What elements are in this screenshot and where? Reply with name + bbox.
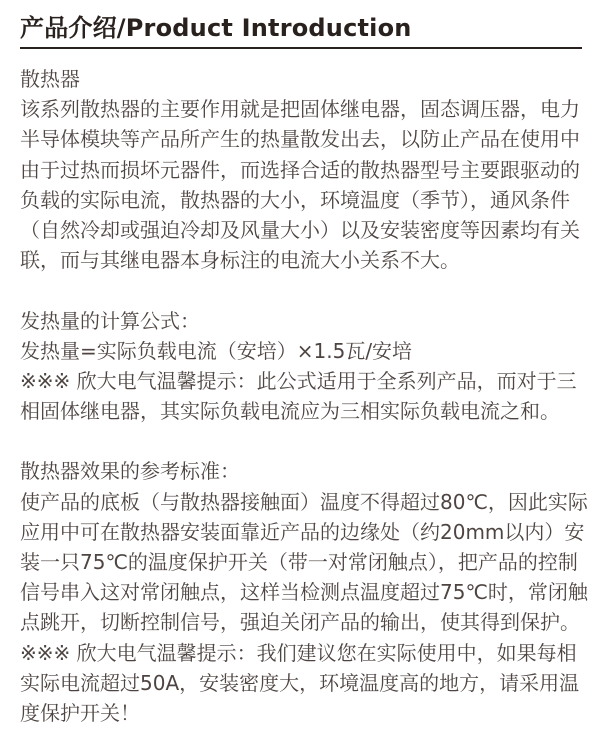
text-line: 联，而与其继电器本身标注的电流大小关系不大。 <box>20 248 460 273</box>
text-line: 相固体继电器，其实际负载电流应为三相实际负载电流之和。 <box>20 399 560 424</box>
paragraph-spacer <box>20 426 582 456</box>
text-line: 点跳开，切断控制信号，强迫关闭产品的输出，使其得到保护。 <box>20 610 580 635</box>
text-line: 应用中可在散热器安装面靠近产品的边缘处（约20mm以内）安 <box>20 519 585 544</box>
text-line: 信号串入这对常闭触点，这样当检测点温度超过75℃时，常闭触 <box>20 580 588 605</box>
text-line: 散热器效果的参考标准： <box>20 459 240 484</box>
intro-paragraph <box>20 94 582 275</box>
text-line: 发热量的计算公式： <box>20 308 200 333</box>
formula-section <box>20 306 582 427</box>
reference-section <box>20 456 588 728</box>
text-line: 实际电流超过50A，安装密度大，环境温度高的地方，请采用温 <box>20 670 580 695</box>
document-body <box>20 64 588 728</box>
text-line: ※※※ 欣大电气温馨提示：此公式适用于全系列产品，而对于三 <box>20 368 577 393</box>
text-line: ※※※ 欣大电气温馨提示：我们建议您在实际使用中，如果每相 <box>20 640 577 665</box>
paragraph-spacer <box>20 275 582 305</box>
text-line: 半导体模块等产品所产生的热量散发出去，以防止产品在使用中 <box>20 127 580 152</box>
text-line: 发热量=实际负载电流（安培）×1.5瓦/安培 <box>20 338 413 363</box>
text-line: 使产品的底板（与散热器接触面）温度不得超过80℃，因此实际 <box>20 489 588 514</box>
section-heading: 散热器 <box>20 67 80 91</box>
page-title: 产品介绍/Product Introduction <box>20 14 582 49</box>
text-line: 该系列散热器的主要作用就是把固体继电器，固态调压器，电力 <box>20 97 580 122</box>
text-line: 度保护开关！ <box>20 700 140 725</box>
text-line: 由于过热而损坏元器件，而选择合适的散热器型号主要跟驱动的 <box>20 157 580 182</box>
text-line: 装一只75℃的温度保护开关（带一对常闭触点），把产品的控制 <box>20 550 578 574</box>
text-line: （自然冷却或强迫冷却及风量大小）以及安装密度等因素均有关 <box>20 217 580 242</box>
text-line: 负载的实际电流，散热器的大小，环境温度（季节），通风条件 <box>20 187 570 212</box>
